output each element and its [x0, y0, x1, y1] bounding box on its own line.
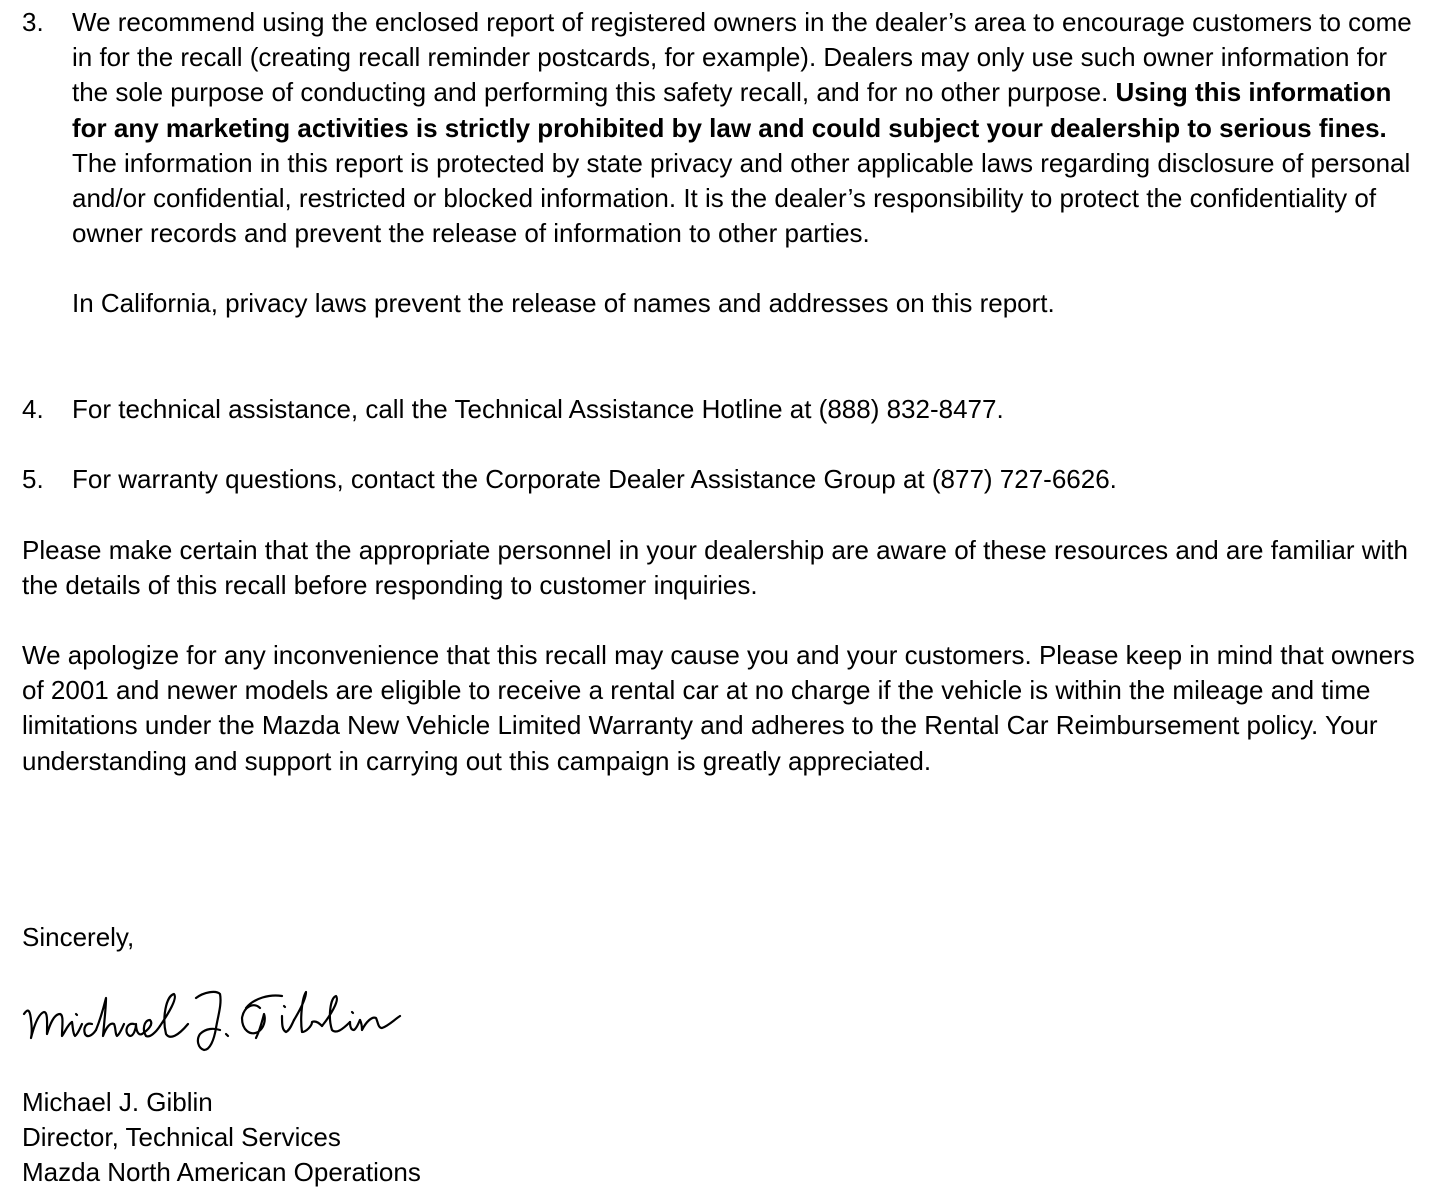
list-item-4 — [22, 392, 1422, 427]
privacy-text-tail: The information in this report is protected by state privacy and other applicable laws regarding disclosure of personal and/or confidential, restricted or blocked information. It is the dealer’s responsibility to protect the confidentiality of owner records and prevent the release of information to other parties. — [72, 147, 1411, 249]
privacy-warning-bold: Using this information for any marketing activities is strictly prohibited by law and could subject your dealership to serious fines. — [72, 77, 1392, 143]
salutation: Sincerely, — [22, 922, 135, 952]
california-note: In California, privacy laws prevent the release of names and addresses on this report. — [72, 288, 1055, 319]
signer-organization: Mazda North American Operations — [22, 1157, 421, 1188]
signature-block — [22, 1085, 722, 1191]
list-item-number: 5. — [22, 464, 44, 494]
privacy-paragraph — [72, 5, 1417, 251]
handwritten-signature — [20, 984, 510, 1056]
awareness-paragraph: Please make certain that the appropriate personnel in your dealership are aware of these resources and are familiar with the details of this recall before responding to customer inquiries. — [22, 535, 1408, 601]
privacy-text-lead: We recommend using the enclosed report of registered owners in the dealer’s area to encourage customers to come in for the recall (creating recall reminder postcards, for example). Dealers may only use such owner information for the sole purpose of conducting and performing this safety recall, and for no other purpose. — [72, 7, 1412, 108]
list-item-number: 4. — [22, 394, 44, 424]
warranty-questions-text: For warranty questions, contact the Corporate Dealer Assistance Group at (877) 727-6626. — [72, 464, 1117, 494]
signer-name: Michael J. Giblin — [22, 1087, 213, 1117]
list-item-3 — [22, 5, 1422, 322]
technical-assistance-text: For technical assistance, call the Technical Assistance Hotline at (888) 832-8477. — [72, 394, 1004, 424]
list-item-body — [72, 5, 1417, 322]
apology-paragraph: We apologize for any inconvenience that this recall may cause you and your customers. Please keep in mind that owners of 2001 and newer models are eligible to receive a rental car at no charge if the vehicle is within the mileage and time limitations under the Mazda New Vehicle Limited Warranty and adheres to the Rental Car Reimbursement policy. Your understanding and support in carrying out this campaign is greatly appreciated. — [22, 640, 1415, 776]
list-item-number: 3. — [22, 7, 44, 37]
signer-title: Director, Technical Services — [22, 1122, 341, 1153]
paragraph-spacer — [72, 251, 1417, 286]
list-item-5 — [22, 462, 1422, 497]
